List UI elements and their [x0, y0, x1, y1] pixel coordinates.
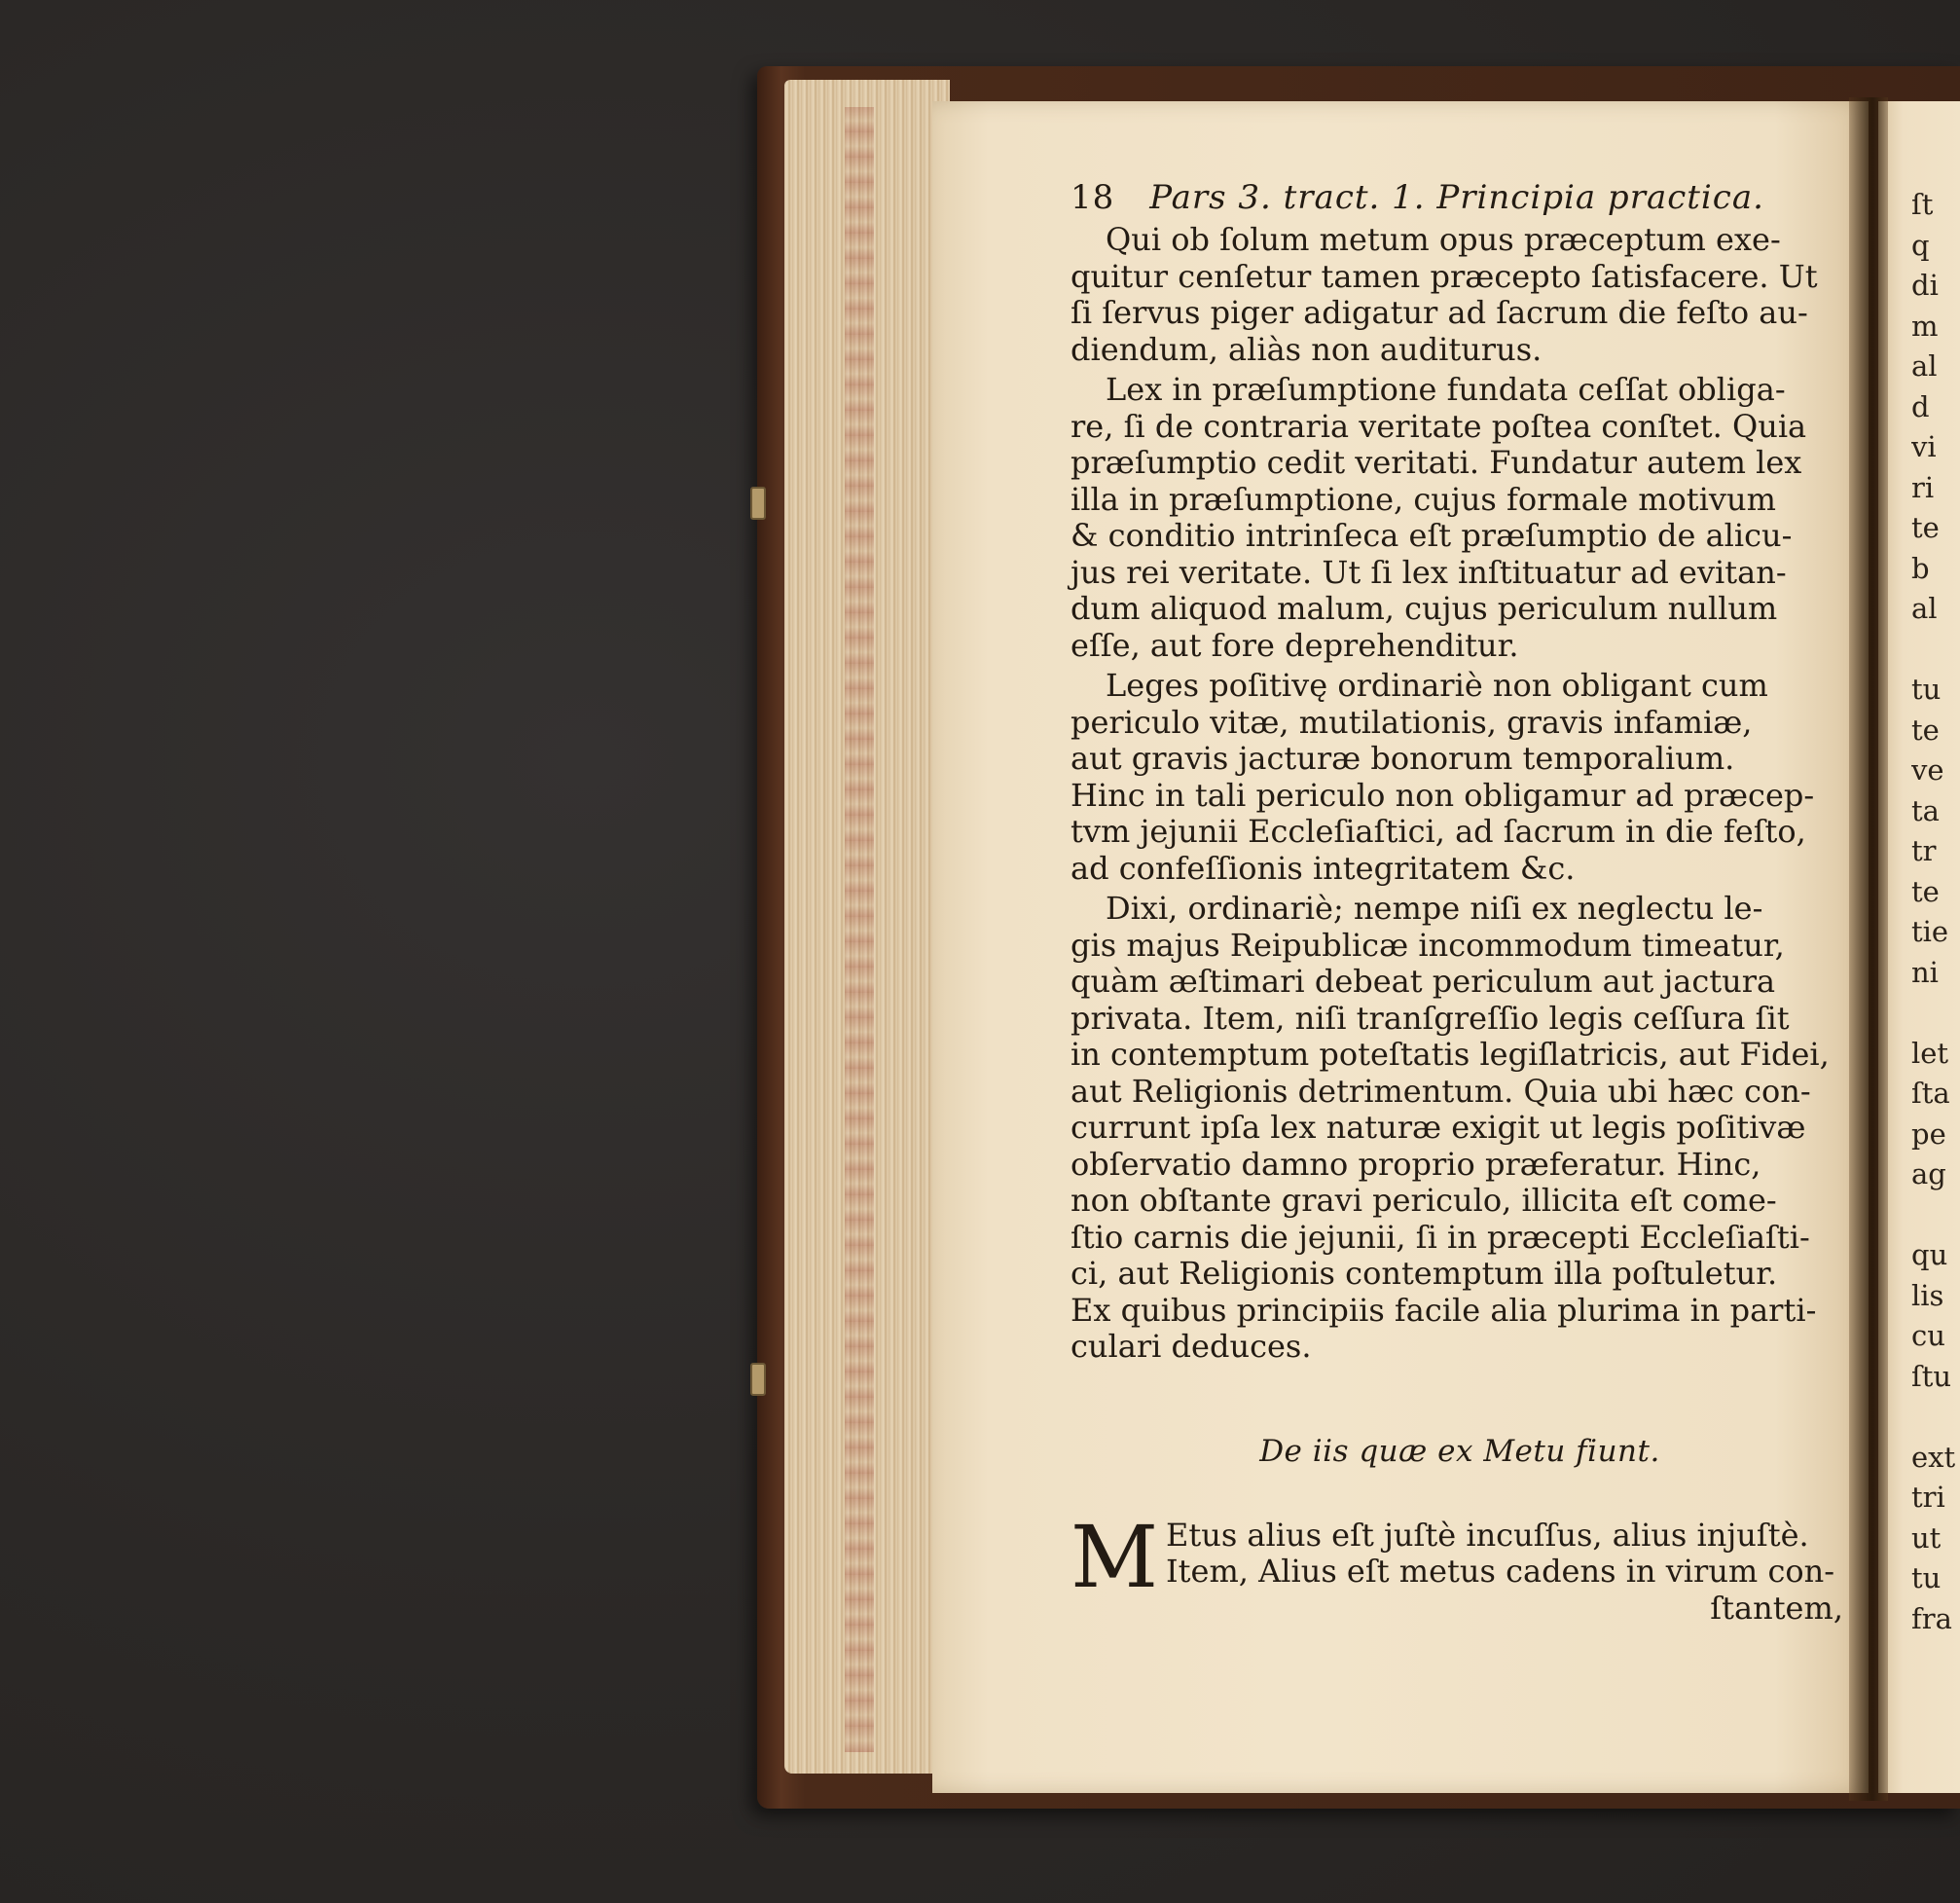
right-page-fragment: ſt [1911, 188, 1934, 221]
text-line: aut gravis jacturæ bonorum temporalium. [1071, 740, 1735, 777]
right-page-fragment: vi [1911, 430, 1937, 463]
book-gutter [1849, 97, 1888, 1801]
text-line: Ex quibus principiis facile alia plurima in parti- [1071, 1291, 1817, 1329]
text-line: ſtio carnis die jejunii, ſi in præcepti Eccleſiaſti- [1071, 1218, 1810, 1256]
paragraph [1071, 668, 1849, 887]
right-page-fragment: di [1911, 269, 1939, 302]
text-line: diendum, aliàs non auditurus. [1071, 330, 1543, 368]
right-page-fragment [1911, 630, 1960, 671]
red-page-edge-stain [845, 107, 874, 1752]
text-line: jus rei veritate. Ut ſi lex inſtituatur ad evitan- [1071, 553, 1787, 591]
right-page-fragment: al [1911, 592, 1938, 625]
text-line: privata. Item, niſi tranſgreſſio legis ceſſura ſit [1071, 999, 1790, 1037]
text-line: præſumptio cedit veritati. Fundatur autem lex [1071, 444, 1802, 481]
dropcap-letter: M [1071, 1506, 1159, 1607]
right-page-fragment [1911, 1195, 1960, 1236]
right-page-fragment: ut [1911, 1520, 1942, 1555]
right-page-fragment: let [1911, 1036, 1949, 1070]
right-page-fragment: cu [1911, 1319, 1945, 1352]
paragraph [1071, 372, 1849, 664]
text-line: culari deduces. [1071, 1328, 1312, 1365]
paragraph [1071, 222, 1849, 368]
body-paragraphs [1071, 222, 1849, 1370]
text-line: tvm jejunii Eccleſiaſtici, ad ſacrum in die feſto, [1071, 813, 1806, 850]
text-line: Item, Alius eſt metus cadens in virum con- [1166, 1553, 1835, 1590]
right-page-fragment: tu [1911, 1561, 1942, 1594]
right-page-fragment: ri [1911, 470, 1935, 504]
right-page-fragment: tr [1911, 834, 1937, 867]
text-line: Leges poſitivę ordinariè non obligant cum [1106, 667, 1768, 704]
text-line: eſſe, aut fore deprehenditur. [1071, 626, 1519, 664]
book-clasp-lower [750, 1363, 766, 1396]
text-line: Dixi, ordinariè; nempe niſi ex neglectu le- [1106, 890, 1763, 927]
right-page-fragment: ve [1911, 753, 1944, 787]
catchword: ſtantem, [1710, 1589, 1843, 1627]
right-page-fragment: q [1911, 228, 1930, 262]
text-line: quitur cenſetur tamen præcepto ſatisfacere. Ut [1071, 257, 1818, 295]
right-page-fragment: fra [1911, 1601, 1952, 1635]
right-page-fragment: ta [1911, 793, 1940, 827]
book-clasp-upper [750, 487, 766, 520]
section-title: De iis quæ ex Metu fiunt. [1259, 1433, 1660, 1469]
right-page-fragment: d [1911, 389, 1930, 423]
text-line: Qui ob ſolum metum opus præceptum exe- [1106, 221, 1781, 258]
text-line: Etus alius eſt juſtè incuſſus, alius injuſtè. [1166, 1516, 1809, 1554]
right-page-fragment: lis [1911, 1278, 1944, 1312]
page-text-block [1071, 173, 1849, 1627]
text-line: & conditio intrinſeca eſt præſumptio de alicu- [1071, 517, 1793, 554]
text-line: ſi ſervus piger adigatur ad ſacrum die feſto au- [1071, 294, 1808, 331]
right-page-fragment: b [1911, 551, 1930, 585]
right-page-fragment: te [1911, 874, 1940, 908]
text-line: periculo vitæ, mutilationis, gravis infamiæ, [1071, 703, 1753, 741]
paragraph [1071, 891, 1849, 1366]
right-page-fragment: al [1911, 349, 1938, 383]
right-page-fragment: tie [1911, 915, 1949, 948]
text-line: Lex in præſumptione fundata ceſſat obliga- [1106, 371, 1786, 408]
right-page-fragment: ſtu [1911, 1359, 1952, 1393]
text-line: in contemptum poteſtatis legiſlatricis, aut Fidei, [1071, 1036, 1830, 1073]
text-line: illa in præſumptione, cujus formale motivum [1071, 480, 1776, 518]
text-line: Hinc in tali periculo non obligamur ad præcep- [1071, 776, 1815, 814]
right-page-fragment: m [1911, 309, 1939, 343]
text-line: quàm æſtimari debeat periculum aut jactura [1071, 963, 1776, 1000]
paragraph-gap [1071, 1366, 1849, 1370]
right-page-fragment: ext [1911, 1440, 1956, 1474]
text-line: non obſtante gravi periculo, illicita eſt come- [1071, 1182, 1777, 1219]
page-number: 18 [1071, 178, 1115, 217]
text-line: re, ſi de contraria veritate poſtea conſtet. Quia [1071, 407, 1807, 445]
text-line: dum aliquod malum, cujus periculum nullum [1071, 590, 1778, 627]
text-line: ad confeſſionis integritatem &c. [1071, 849, 1576, 887]
right-page-fragment: pe [1911, 1116, 1946, 1151]
right-page-fragment: tri [1911, 1481, 1945, 1514]
right-page-fragment: ſta [1911, 1077, 1950, 1110]
right-page-fragment [1911, 993, 1960, 1034]
right-page-fragment: te [1911, 511, 1940, 544]
running-head [1071, 173, 1849, 222]
right-page-text-fragments [1911, 185, 1960, 1639]
text-line: obſervatio damno proprio præferatur. Hinc, [1071, 1145, 1761, 1183]
right-page-fragment: ni [1911, 955, 1939, 989]
text-line: currunt ipſa lex naturæ exigit ut legis poſitivæ [1071, 1109, 1806, 1146]
right-page-fragment: te [1911, 713, 1940, 747]
text-line: aut Religionis detrimentum. Quia ubi hæc con- [1071, 1072, 1811, 1110]
right-page-fragment [1911, 1397, 1960, 1438]
right-page-fragment: ag [1911, 1157, 1946, 1190]
text-line: ci, aut Religionis contemptum illa poſtuletur. [1071, 1255, 1778, 1292]
text-line: gis majus Reipublicæ incommodum timeatur, [1071, 926, 1785, 964]
right-page-fragment: qu [1911, 1238, 1948, 1271]
dropcap-paragraph [1071, 1506, 1849, 1628]
running-head-title: Pars 3. tract. 1. Principia practica. [1149, 178, 1764, 217]
right-page-fragment: tu [1911, 673, 1942, 706]
